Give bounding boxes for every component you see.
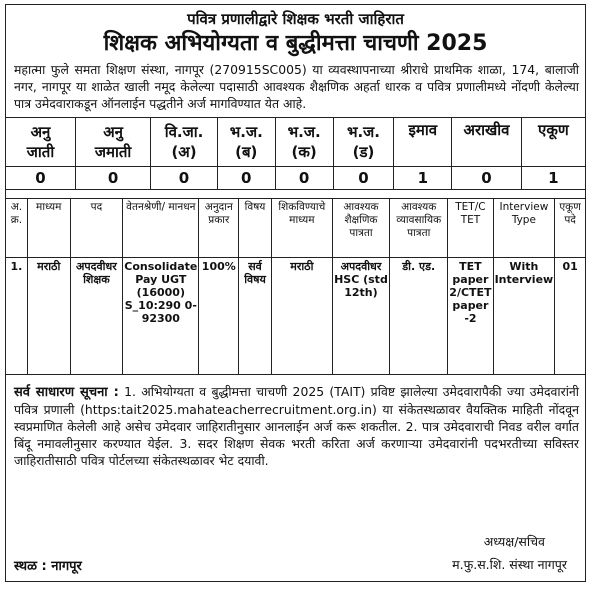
intro-paragraph: महात्मा फुले समता शिक्षण संस्था, नागपूर (270915SC005) या व्यवस्थापनाच्या श्रीराधे प्राथमिक शाळा, 174, बालाजी नगर, नागपूर या शाळेत खाली नमूद केलेल्या पदासाठी आवश्यक शैक्षणिक अहर्ता धारक व पवित्र प्रणालीमध्ये नोंदणी केलेल्या पात्र उमेदवाराकडून ऑनलाईन पद्धतीने अर्ज मागविण्यात येत आहे. [14, 62, 579, 111]
details-cell: डी. एड. [390, 258, 448, 375]
category-value: 0 [6, 167, 75, 190]
advertisement-page [5, 4, 586, 582]
details-cell: 1. [6, 258, 27, 375]
details-cell: Consolidate Pay UGT (16000) S_10:290 0-92300 [123, 258, 199, 375]
category-header: भ.ज. (क) [275, 118, 333, 167]
details-cell: अपदवीधर HSC (std 12th) [332, 258, 389, 375]
details-header: Interview Type [493, 199, 555, 258]
category-value: 0 [75, 167, 150, 190]
category-header: अराखीव [452, 118, 521, 167]
details-header: आवश्यक व्यावसायिक पात्रता [390, 199, 448, 258]
category-header: एकूण [521, 118, 585, 167]
details-cell: मराठी [271, 258, 332, 375]
category-header: भ.ज. (ब) [217, 118, 275, 167]
details-header-row [6, 199, 585, 258]
category-table [6, 117, 585, 190]
details-header: आवश्यक शैक्षणिक पात्रता [332, 199, 389, 258]
details-header: पद [70, 199, 123, 258]
category-header: इमाव [394, 118, 452, 167]
details-header: विषय [239, 199, 272, 258]
place-label: स्थळ : नागपूर [14, 559, 82, 574]
details-cell: TET paper 2/CTET paper -2 [448, 258, 493, 375]
organization-name: म.फु.स.शि. संस्था नागपूर [452, 557, 567, 572]
category-value-row [6, 167, 585, 190]
details-cell: 100% [199, 258, 239, 375]
category-header: भ.ज. (ड) [333, 118, 394, 167]
details-cell: मराठी [27, 258, 70, 375]
details-header: TET/C TET [448, 199, 493, 258]
signatory: अध्यक्ष/सचिव [483, 534, 545, 549]
header-line1: पवित्र प्रणालीद्वारे शिक्षक भरती जाहिरात [187, 10, 404, 28]
details-header: अ. क्र. [6, 199, 27, 258]
category-header: अनु जमाती [75, 118, 150, 167]
category-value: 0 [217, 167, 275, 190]
notes-text: 1. अभियोग्यता व बुद्धीमत्ता चाचणी 2025 (TAIT) प्रविष्ट झालेल्या उमेदवारापैकी ज्या उमेदवारांनी पवित्र प्रणाली (https:tait2025.mahateacherrecruitment.org.in) या संकेतस्थळावर वैयक्तिक माहिती नोंदवून स्वप्रमाणित केलेली आहे असेच उमेदवार जाहिरातीनुसार आनलाईन अर्ज करू शकतील. 2. पात्र उमेदवाराची निवड वरील वर्गात बिंदू नमावलीनुसार करण्यात येईल. 3. सदर शिक्षण सेवक भरती करिता अर्ज करणाऱ्या उमेदवारांनी पदभरतीच्या सविस्तर जाहिरातीसाठी पवित्र पोर्टलच्या संकेतस्थळावर भेट दयावी. [14, 384, 579, 468]
details-header: माध्यम [27, 199, 70, 258]
details-header: अनुदान प्रकार [199, 199, 239, 258]
category-header: अनु जाती [6, 118, 75, 167]
category-header: वि.जा. (अ) [151, 118, 218, 167]
category-value: 1 [394, 167, 452, 190]
category-value: 0 [452, 167, 521, 190]
general-notes [6, 375, 585, 469]
details-cell: With Interview [493, 258, 555, 375]
details-header: एकूण पदे [555, 199, 585, 258]
details-header: वेतनश्रेणी/ मानधन [123, 199, 199, 258]
post-details-table [6, 198, 585, 375]
details-header: शिकविण्याचे माध्यम [271, 199, 332, 258]
details-data-row [6, 258, 585, 375]
details-cell: सर्व विषय [239, 258, 272, 375]
details-cell: 01 [555, 258, 585, 375]
category-value: 1 [521, 167, 585, 190]
header-title: शिक्षक अभियोग्यता व बुद्धीमत्ता चाचणी 2025 [103, 31, 488, 56]
category-header-row [6, 118, 585, 167]
details-cell: अपदवीधर शिक्षक [70, 258, 123, 375]
notes-label: सर्व साधारण सूचना : [14, 385, 119, 400]
category-value: 0 [275, 167, 333, 190]
category-value: 0 [333, 167, 394, 190]
category-value: 0 [151, 167, 218, 190]
